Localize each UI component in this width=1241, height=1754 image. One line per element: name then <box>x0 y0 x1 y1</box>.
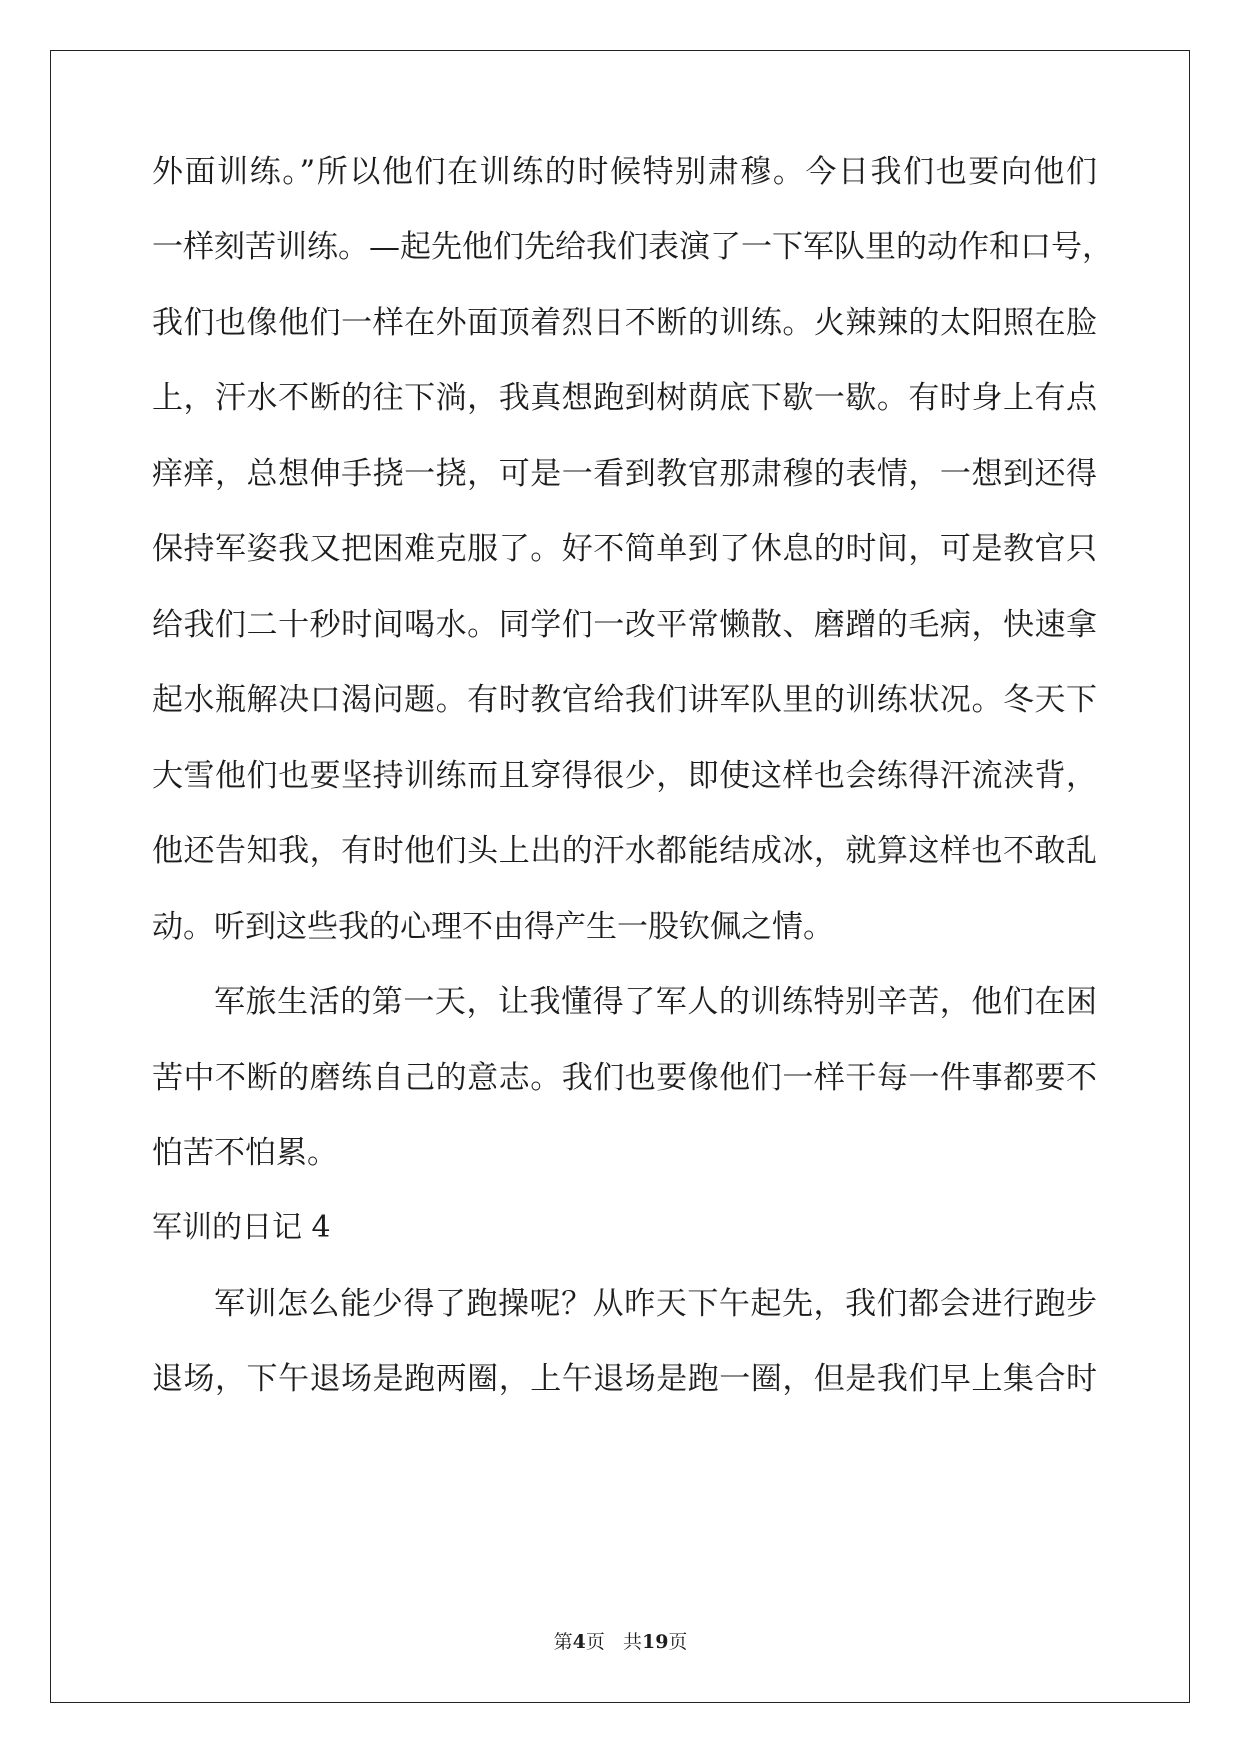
text-line: 军训怎么能少得了跑操呢？从昨天下午起先，我们都会进行跑步 <box>214 1286 1097 1322</box>
text-line: 他还告知我，有时他们头上出的汗水都能结成冰，就算这样也不敢乱 <box>152 833 1097 869</box>
text-line: 怕苦不怕累。 <box>152 1135 338 1171</box>
text-line: 给我们二十秒时间喝水。同学们一改平常懒散、磨蹭的毛病，快速拿 <box>152 607 1097 643</box>
page-number: 4 <box>572 1631 586 1653</box>
text-line: 保持军姿我又把困难克服了。好不简单到了休息的时间，可是教官只 <box>152 531 1097 567</box>
text-line: 苦中不断的磨练自己的意志。我们也要像他们一样干每一件事都要不 <box>152 1060 1097 1096</box>
page-border <box>50 50 1190 1703</box>
text-line: 起水瓶解决口渴问题。有时教官给我们讲军队里的训练状况。冬天下 <box>152 682 1097 718</box>
text-line: 军旅生活的第一天，让我懂得了军人的训练特别辛苦，他们在困 <box>214 984 1097 1020</box>
text-line: 外面训练。”所以他们在训练的时候特别肃穆。今日我们也要向他们 <box>152 154 1097 190</box>
text-line: 痒痒，总想伸手挠一挠，可是一看到教官那肃穆的表情，一想到还得 <box>152 456 1097 492</box>
text-line: 动。听到这些我的心理不由得产生一股钦佩之情。 <box>152 909 834 945</box>
text-line: 我们也像他们一样在外面顶着烈日不断的训练。火辣辣的太阳照在脸 <box>152 305 1097 341</box>
footer-total-prefix: 共 <box>622 1631 642 1653</box>
footer-page-suffix: 页 <box>585 1631 605 1653</box>
text-line: 退场，下午退场是跑两圈，上午退场是跑一圈，但是我们早上集合时 <box>152 1361 1097 1397</box>
footer-prefix: 第 <box>553 1631 573 1653</box>
text-line: 大雪他们也要坚持训练而且穿得很少，即使这样也会练得汗流浃背， <box>152 758 1097 794</box>
section-heading: 军训的日记 4 <box>152 1210 331 1245</box>
page-footer <box>0 1627 1241 1654</box>
text-line: 一样刻苦训练。—起先他们先给我们表演了一下军队里的动作和口号， <box>152 229 1113 265</box>
text-line: 上，汗水不断的往下淌，我真想跑到树荫底下歇一歇。有时身上有点 <box>152 380 1097 416</box>
footer-total-suffix: 页 <box>668 1631 688 1653</box>
total-pages: 19 <box>641 1631 669 1653</box>
